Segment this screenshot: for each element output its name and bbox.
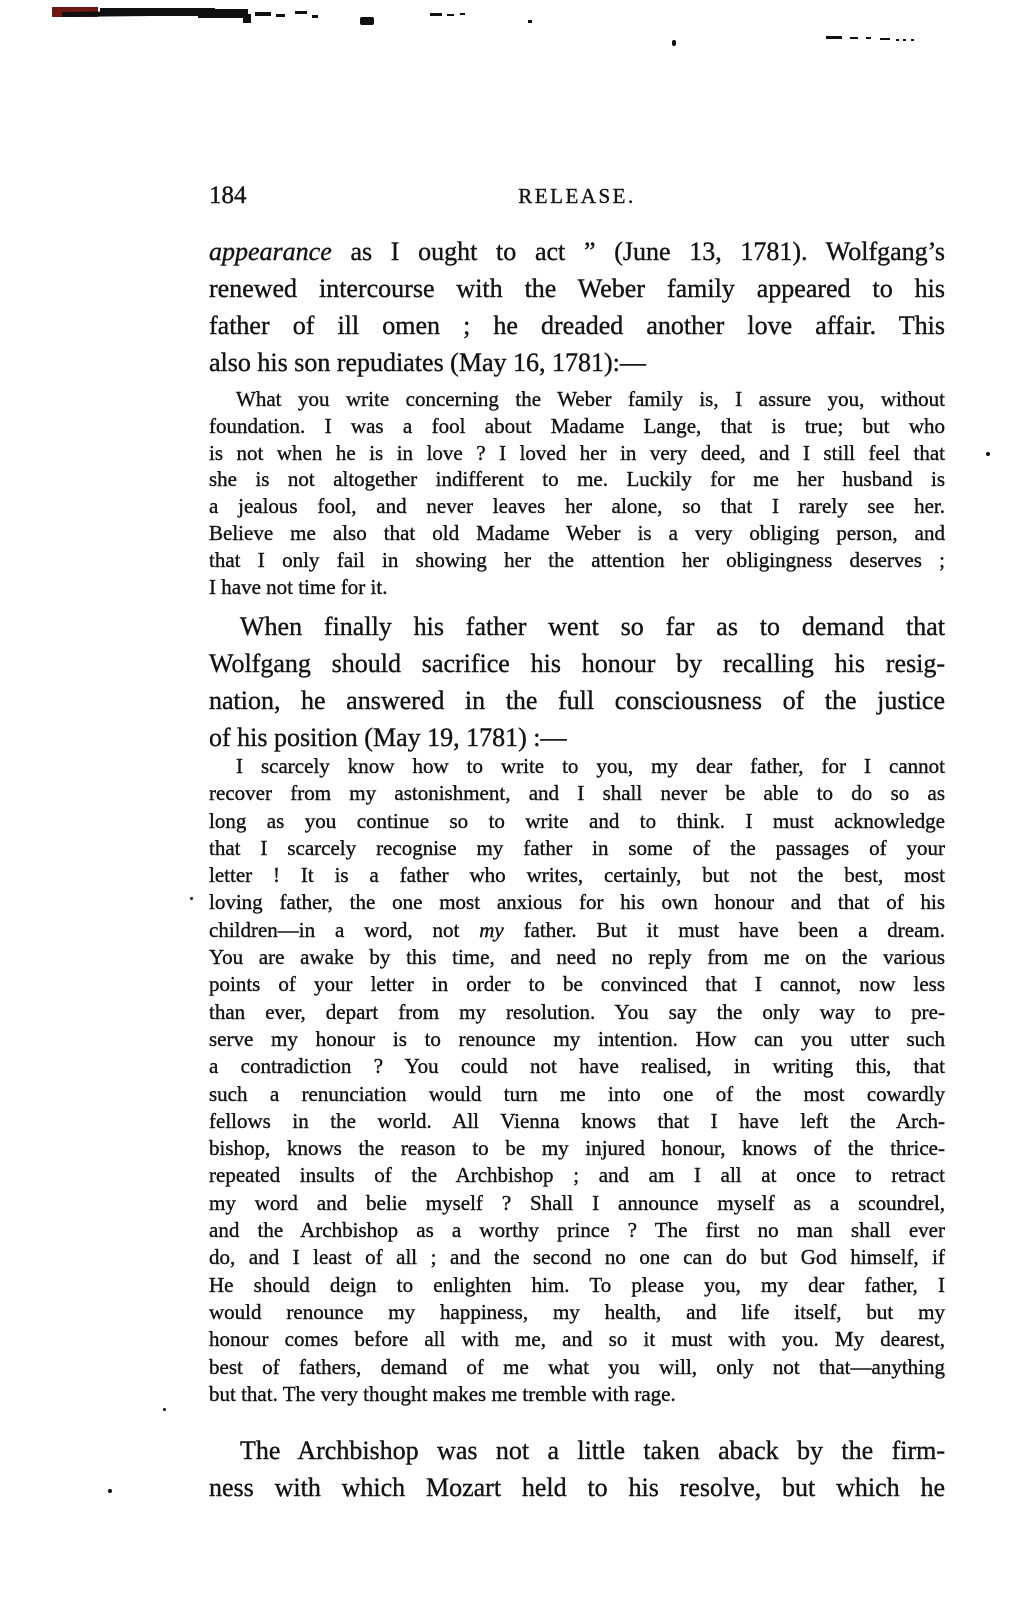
text-line: that I scarcely recognise my father in some of the passages of your [209,835,945,860]
text-line: she is not altogether indifferent to me. Luckily for me her husband is [209,467,945,492]
scan-speck [826,36,842,39]
running-head-title: RELEASE. [518,184,636,208]
scan-speck [672,40,676,46]
scan-speck [312,15,318,18]
scan-smudge-bar [198,9,248,18]
scan-speck [190,897,193,900]
scan-speck [360,17,374,25]
text-line: appearance as I ought to act ” (June 13, 1781). Wolfgang’s [209,237,945,266]
text-line: When finally his father went so far as to demand that [240,612,945,641]
scan-speck [911,39,914,41]
text-line: also his son repudiates (May 16, 1781):— [209,348,646,377]
paragraph-1 [209,233,945,381]
scan-speck [447,14,454,16]
scan-speck [880,38,890,40]
letter-quote-1 [209,386,945,600]
text-line: I scarcely know how to write to you, my dear father, for I cannot [236,754,945,778]
text-line: would renounce my happiness, my health, and life itself, but my [209,1299,945,1324]
text-line: He should deign to enlighten him. To please you, my dear father, I [209,1272,945,1297]
text-line: long as you continue so to write and to think. I must acknowledge [209,808,945,833]
text-line: recover from my astonishment, and I shall never be able to do so as [209,781,945,806]
text-line: but that. The very thought makes me tremble with rage. [209,1381,676,1406]
text-line: bishop, knows the reason to be my injured honour, knows of the thrice- [209,1136,945,1161]
text-line: is not when he is in love ? I loved her in very deed, and I still feel that [209,440,945,465]
text-line: renewed intercourse with the Weber family appeared to his [209,274,945,303]
text-line: nation, he answered in the full consciousness of the justice [209,686,945,715]
text-line: foundation. I was a fool about Madame Lange, that is true; but who [209,413,945,438]
text-line: Believe me also that old Madame Weber is a very obliging person, and [209,520,945,545]
text-line: What you write concerning the Weber family is, I assure you, without [236,387,945,411]
text-line: that I only fail in showing her the attention her obligingness deserves ; [209,547,945,572]
scan-smudge-tick [243,14,251,23]
scan-speck [850,37,858,39]
paragraph-2 [209,608,945,756]
scan-speck [460,13,465,15]
scan-speck [255,12,271,16]
text-line: I have not time for it. [209,574,388,599]
italic-word: appearance [209,237,332,266]
text-line: The Archbishop was not a little taken aback by the firm- [240,1436,945,1465]
scan-speck [528,20,532,23]
scan-speck [163,1408,166,1411]
text-line: a jealous fool, and never leaves her alone, so that I rarely see her. [209,494,945,519]
text-line: children—in a word, not my father. But it must have been a dream. [209,917,946,942]
scan-speck [295,11,307,14]
text-line: repeated insults of the Archbishop ; and am I all at once to retract [209,1163,945,1188]
page-number: 184 [209,182,247,209]
text-line: than ever, depart from my resolution. You say the only way to pre- [209,999,945,1024]
text-line: fellows in the world. All Vienna knows that I have left the Arch- [209,1108,945,1133]
text-line: best of fathers, demand of me what you will, only not that—anything [209,1354,945,1379]
scan-speck [866,37,871,39]
letter-quote-2 [209,753,945,1408]
scan-speck [896,39,899,41]
text-line: such a renunciation would turn me into one of the most cowardly [209,1081,945,1106]
running-head [209,182,945,212]
text-line: serve my honour is to renounce my intention. How can you utter such [209,1026,945,1051]
italic-word: my [479,917,504,942]
scan-speck [986,452,990,456]
scan-speck [276,14,285,17]
text-line: letter ! It is a father who writes, certainly, but not the best, most [209,863,945,888]
text-line: and the Archbishop as a worthy prince ? The first no man shall ever [209,1218,945,1243]
text-line: do, and I least of all ; and the second no one can do but God himself, if [209,1245,945,1270]
text-line: ness with which Mozart held to his resolve, but which he [209,1473,945,1502]
text-line: You are awake by this time, and need no reply from me on the various [209,945,945,970]
text-line: of his position (May 19, 1781) :— [209,723,567,752]
text-line: loving father, the one most anxious for his own honour and that of his [209,890,945,915]
text-line: a contradiction ? You could not have realised, in writing this, that [209,1054,945,1079]
scan-speck [430,13,442,16]
text-line: Wolfgang should sacrifice his honour by recalling his resig- [209,649,945,678]
scan-speck [903,39,906,41]
scan-speck [108,1489,112,1493]
text-line: father of ill omen ; he dreaded another love affair. This [209,311,945,340]
text-line: honour comes before all with me, and so it must with you. My dearest, [209,1327,945,1352]
text-line: points of your letter in order to be convinced that I cannot, now less [209,972,945,997]
text-line: my word and belie myself ? Shall I announce myself as a scoundrel, [209,1190,945,1215]
paragraph-3 [209,1432,945,1506]
